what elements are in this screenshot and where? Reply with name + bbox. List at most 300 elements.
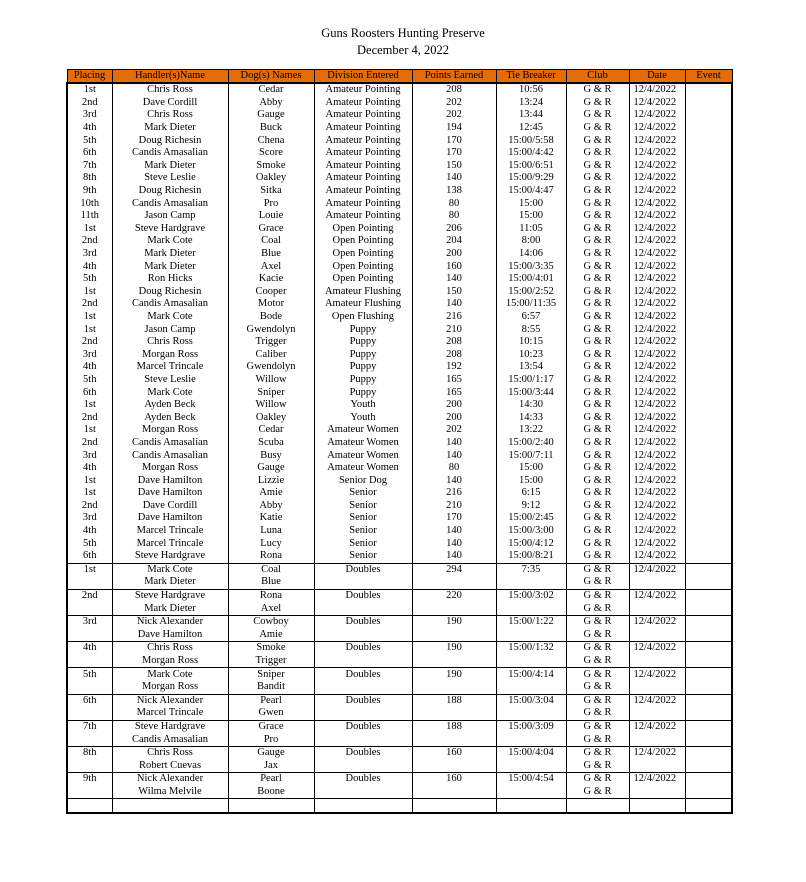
cell-tie-breaker: 13:24 [496, 97, 566, 110]
cell-division: Puppy [314, 348, 412, 361]
cell-event [685, 694, 732, 707]
cell-handler: Morgan Ross [112, 462, 228, 475]
column-header-division: Division Entered [314, 70, 412, 84]
cell-date [629, 576, 685, 589]
cell-placing: 1st [67, 487, 112, 500]
cell-dog: Axel [228, 602, 314, 615]
cell-points [412, 681, 496, 694]
cell-division: Doubles [314, 642, 412, 655]
cell-points [412, 602, 496, 615]
cell-handler: Candis Amasalian [112, 449, 228, 462]
cell-handler: Jason Camp [112, 323, 228, 336]
column-header-dog: Dog(s) Names [228, 70, 314, 84]
cell-placing [67, 681, 112, 694]
cell-placing: 2nd [67, 97, 112, 110]
cell-points: 294 [412, 563, 496, 576]
cell-event [685, 185, 732, 198]
cell-division: Doubles [314, 720, 412, 733]
table-row [67, 629, 732, 642]
cell-tie-breaker: 15:00/11:35 [496, 298, 566, 311]
cell-handler: Chris Ross [112, 642, 228, 655]
cell-club: G & R [566, 348, 629, 361]
cell-club: G & R [566, 273, 629, 286]
results-table [66, 69, 733, 814]
table-row [67, 210, 732, 223]
cell-placing: 4th [67, 260, 112, 273]
cell-date: 12/4/2022 [629, 694, 685, 707]
cell-placing: 4th [67, 525, 112, 538]
cell-dog: Pro [228, 733, 314, 746]
cell-event [685, 235, 732, 248]
cell-handler: Chris Ross [112, 109, 228, 122]
cell-tie-breaker: 10:15 [496, 336, 566, 349]
cell-dog: Pearl [228, 773, 314, 786]
cell-event [685, 197, 732, 210]
cell-event [685, 323, 732, 336]
cell-points: 220 [412, 589, 496, 602]
cell-tie-breaker: 15:00/2:52 [496, 286, 566, 299]
cell-tie-breaker: 8:00 [496, 235, 566, 248]
table-row [67, 615, 732, 628]
cell-points [412, 759, 496, 772]
cell-date [629, 799, 685, 813]
cell-division: Amateur Pointing [314, 97, 412, 110]
cell-club: G & R [566, 642, 629, 655]
table-row [67, 386, 732, 399]
cell-division [314, 799, 412, 813]
cell-points: 170 [412, 512, 496, 525]
cell-handler: Chris Ross [112, 83, 228, 97]
cell-club: G & R [566, 109, 629, 122]
cell-placing: 2nd [67, 235, 112, 248]
cell-dog: Oakley [228, 411, 314, 424]
table-row [67, 602, 732, 615]
cell-handler: Chris Ross [112, 336, 228, 349]
cell-club: G & R [566, 681, 629, 694]
cell-event [685, 223, 732, 236]
cell-date: 12/4/2022 [629, 97, 685, 110]
cell-points: 202 [412, 109, 496, 122]
cell-dog: Sniper [228, 668, 314, 681]
cell-handler: Candis Amasalian [112, 147, 228, 160]
cell-tie-breaker: 14:33 [496, 411, 566, 424]
cell-division: Amateur Women [314, 462, 412, 475]
cell-tie-breaker: 8:55 [496, 323, 566, 336]
cell-division: Amateur Pointing [314, 160, 412, 173]
cell-placing: 7th [67, 720, 112, 733]
cell-club: G & R [566, 550, 629, 563]
table-row [67, 576, 732, 589]
cell-placing: 3rd [67, 512, 112, 525]
cell-points: 202 [412, 97, 496, 110]
cell-placing: 8th [67, 172, 112, 185]
cell-dog: Trigger [228, 655, 314, 668]
cell-placing: 3rd [67, 449, 112, 462]
cell-date: 12/4/2022 [629, 550, 685, 563]
cell-handler: Ayden Beck [112, 411, 228, 424]
cell-date [629, 602, 685, 615]
cell-division: Amateur Pointing [314, 83, 412, 97]
cell-points: 170 [412, 134, 496, 147]
cell-division: Doubles [314, 563, 412, 576]
cell-club: G & R [566, 361, 629, 374]
cell-tie-breaker: 15:00/1:32 [496, 642, 566, 655]
cell-division: Amateur Women [314, 424, 412, 437]
cell-points: 150 [412, 286, 496, 299]
cell-event [685, 786, 732, 799]
cell-club: G & R [566, 386, 629, 399]
cell-handler: Doug Richesin [112, 286, 228, 299]
cell-points: 140 [412, 437, 496, 450]
cell-event [685, 589, 732, 602]
cell-dog: Bandit [228, 681, 314, 694]
table-row [67, 500, 732, 513]
cell-handler: Nick Alexander [112, 773, 228, 786]
table-row [67, 746, 732, 759]
cell-event [685, 707, 732, 720]
table-row [67, 248, 732, 261]
cell-points: 140 [412, 550, 496, 563]
cell-dog: Bode [228, 311, 314, 324]
document-date: December 4, 2022 [357, 43, 449, 57]
cell-handler: Chris Ross [112, 746, 228, 759]
table-row [67, 773, 732, 786]
cell-date: 12/4/2022 [629, 537, 685, 550]
cell-club: G & R [566, 197, 629, 210]
cell-tie-breaker: 15:00/3:09 [496, 720, 566, 733]
cell-club: G & R [566, 260, 629, 273]
table-row [67, 348, 732, 361]
cell-club: G & R [566, 773, 629, 786]
cell-club: G & R [566, 487, 629, 500]
cell-handler: Morgan Ross [112, 424, 228, 437]
cell-club: G & R [566, 399, 629, 412]
cell-points: 190 [412, 668, 496, 681]
cell-tie-breaker [496, 707, 566, 720]
cell-dog: Sniper [228, 386, 314, 399]
cell-handler: Mark Cote [112, 235, 228, 248]
cell-tie-breaker: 15:00/7:11 [496, 449, 566, 462]
cell-division: Doubles [314, 615, 412, 628]
cell-club: G & R [566, 83, 629, 97]
cell-division: Open Flushing [314, 311, 412, 324]
cell-tie-breaker: 15:00/4:42 [496, 147, 566, 160]
cell-date: 12/4/2022 [629, 642, 685, 655]
cell-placing: 2nd [67, 500, 112, 513]
cell-handler: Steve Hardgrave [112, 720, 228, 733]
column-header-points: Points Earned [412, 70, 496, 84]
cell-dog: Kacie [228, 273, 314, 286]
cell-tie-breaker [496, 629, 566, 642]
cell-tie-breaker: 15:00 [496, 210, 566, 223]
cell-dog: Smoke [228, 642, 314, 655]
cell-placing: 5th [67, 668, 112, 681]
table-row [67, 759, 732, 772]
cell-division [314, 733, 412, 746]
cell-event [685, 109, 732, 122]
cell-division: Amateur Pointing [314, 197, 412, 210]
cell-points: 80 [412, 197, 496, 210]
cell-division [314, 707, 412, 720]
table-row [67, 525, 732, 538]
cell-date: 12/4/2022 [629, 462, 685, 475]
cell-division: Amateur Pointing [314, 172, 412, 185]
cell-tie-breaker [496, 681, 566, 694]
cell-club: G & R [566, 629, 629, 642]
cell-placing: 1st [67, 83, 112, 97]
cell-date: 12/4/2022 [629, 260, 685, 273]
cell-club: G & R [566, 223, 629, 236]
table-row [67, 720, 732, 733]
cell-division: Senior [314, 550, 412, 563]
cell-points: 202 [412, 424, 496, 437]
cell-dog: Amie [228, 487, 314, 500]
cell-dog: Gwendolyn [228, 323, 314, 336]
cell-tie-breaker [496, 733, 566, 746]
column-header-handler: Handler(s)Name [112, 70, 228, 84]
cell-points [412, 799, 496, 813]
table-row [67, 474, 732, 487]
cell-handler: Mark Cote [112, 386, 228, 399]
cell-dog: Blue [228, 248, 314, 261]
cell-date: 12/4/2022 [629, 248, 685, 261]
cell-division: Open Pointing [314, 260, 412, 273]
cell-points: 200 [412, 399, 496, 412]
cell-date: 12/4/2022 [629, 474, 685, 487]
cell-placing: 4th [67, 122, 112, 135]
cell-date [629, 681, 685, 694]
cell-dog: Cooper [228, 286, 314, 299]
cell-dog: Trigger [228, 336, 314, 349]
cell-points: 140 [412, 298, 496, 311]
cell-tie-breaker [496, 786, 566, 799]
cell-points: 210 [412, 323, 496, 336]
cell-date [629, 759, 685, 772]
table-row [67, 462, 732, 475]
cell-handler: Steve Leslie [112, 172, 228, 185]
cell-division: Open Pointing [314, 248, 412, 261]
cell-handler: Morgan Ross [112, 681, 228, 694]
cell-placing [67, 655, 112, 668]
cell-placing: 5th [67, 374, 112, 387]
table-row [67, 235, 732, 248]
cell-date [629, 786, 685, 799]
cell-tie-breaker [496, 799, 566, 813]
table-row [67, 589, 732, 602]
table-row [67, 681, 732, 694]
cell-placing: 11th [67, 210, 112, 223]
cell-placing: 3rd [67, 348, 112, 361]
cell-date: 12/4/2022 [629, 83, 685, 97]
cell-division [314, 629, 412, 642]
cell-handler: Steve Hardgrave [112, 550, 228, 563]
cell-handler: Mark Cote [112, 311, 228, 324]
cell-handler: Jason Camp [112, 210, 228, 223]
cell-club: G & R [566, 786, 629, 799]
cell-handler: Ron Hicks [112, 273, 228, 286]
cell-handler: Dave Hamilton [112, 512, 228, 525]
cell-points [412, 576, 496, 589]
table-row [67, 563, 732, 576]
cell-placing: 5th [67, 273, 112, 286]
cell-points: 138 [412, 185, 496, 198]
cell-club: G & R [566, 323, 629, 336]
cell-tie-breaker: 15:00/4:04 [496, 746, 566, 759]
cell-dog: Louie [228, 210, 314, 223]
cell-tie-breaker: 15:00/1:17 [496, 374, 566, 387]
cell-club: G & R [566, 694, 629, 707]
cell-handler: Candis Amasalian [112, 437, 228, 450]
cell-points: 80 [412, 462, 496, 475]
cell-placing [67, 786, 112, 799]
cell-dog: Buck [228, 122, 314, 135]
cell-dog: Gauge [228, 462, 314, 475]
cell-dog [228, 799, 314, 813]
table-row [67, 512, 732, 525]
cell-tie-breaker: 15:00/3:44 [496, 386, 566, 399]
table-row [67, 134, 732, 147]
cell-handler: Mark Dieter [112, 576, 228, 589]
cell-date: 12/4/2022 [629, 746, 685, 759]
cell-division [314, 655, 412, 668]
cell-dog: Abby [228, 500, 314, 513]
cell-dog: Abby [228, 97, 314, 110]
cell-placing: 6th [67, 386, 112, 399]
cell-tie-breaker: 15:00/1:22 [496, 615, 566, 628]
cell-division: Puppy [314, 336, 412, 349]
cell-club: G & R [566, 525, 629, 538]
cell-date: 12/4/2022 [629, 589, 685, 602]
cell-date: 12/4/2022 [629, 386, 685, 399]
cell-date: 12/4/2022 [629, 563, 685, 576]
table-row [67, 323, 732, 336]
cell-club: G & R [566, 172, 629, 185]
cell-handler: Nick Alexander [112, 615, 228, 628]
cell-event [685, 273, 732, 286]
cell-placing: 5th [67, 537, 112, 550]
cell-date: 12/4/2022 [629, 210, 685, 223]
cell-tie-breaker: 15:00/4:01 [496, 273, 566, 286]
cell-division: Senior [314, 500, 412, 513]
cell-points: 188 [412, 720, 496, 733]
cell-placing: 7th [67, 160, 112, 173]
cell-dog: Lizzie [228, 474, 314, 487]
cell-placing: 2nd [67, 298, 112, 311]
cell-points: 165 [412, 386, 496, 399]
cell-event [685, 437, 732, 450]
cell-handler [112, 799, 228, 813]
cell-event [685, 348, 732, 361]
cell-date: 12/4/2022 [629, 615, 685, 628]
cell-club: G & R [566, 563, 629, 576]
table-row [67, 449, 732, 462]
cell-dog: Busy [228, 449, 314, 462]
table-row [67, 399, 732, 412]
cell-points: 140 [412, 537, 496, 550]
cell-placing [67, 759, 112, 772]
cell-handler: Dave Hamilton [112, 474, 228, 487]
cell-handler: Marcel Trincale [112, 361, 228, 374]
cell-club: G & R [566, 449, 629, 462]
cell-tie-breaker: 13:54 [496, 361, 566, 374]
cell-tie-breaker: 10:23 [496, 348, 566, 361]
cell-event [685, 615, 732, 628]
cell-club: G & R [566, 298, 629, 311]
cell-tie-breaker: 15:00 [496, 474, 566, 487]
cell-tie-breaker: 15:00/4:54 [496, 773, 566, 786]
cell-dog: Coal [228, 563, 314, 576]
column-header-date: Date [629, 70, 685, 84]
cell-division: Doubles [314, 773, 412, 786]
cell-points: 216 [412, 487, 496, 500]
cell-placing [67, 629, 112, 642]
table-row [67, 707, 732, 720]
table-row [67, 799, 732, 813]
table-row [67, 160, 732, 173]
cell-handler: Dave Hamilton [112, 487, 228, 500]
cell-points: 206 [412, 223, 496, 236]
cell-points [412, 786, 496, 799]
cell-placing: 1st [67, 563, 112, 576]
cell-points: 210 [412, 500, 496, 513]
cell-tie-breaker: 15:00/3:00 [496, 525, 566, 538]
cell-date: 12/4/2022 [629, 399, 685, 412]
cell-date: 12/4/2022 [629, 147, 685, 160]
cell-dog: Sitka [228, 185, 314, 198]
table-row [67, 361, 732, 374]
cell-handler: Doug Richesin [112, 185, 228, 198]
cell-date: 12/4/2022 [629, 109, 685, 122]
cell-points [412, 629, 496, 642]
cell-tie-breaker: 14:06 [496, 248, 566, 261]
cell-club: G & R [566, 424, 629, 437]
cell-dog: Coal [228, 235, 314, 248]
cell-division: Puppy [314, 323, 412, 336]
cell-division: Amateur Pointing [314, 185, 412, 198]
cell-club: G & R [566, 500, 629, 513]
cell-tie-breaker: 15:00/3:02 [496, 589, 566, 602]
table-row [67, 668, 732, 681]
cell-dog: Gwen [228, 707, 314, 720]
cell-dog: Scuba [228, 437, 314, 450]
cell-handler: Mark Cote [112, 668, 228, 681]
cell-points: 216 [412, 311, 496, 324]
cell-club: G & R [566, 589, 629, 602]
cell-date: 12/4/2022 [629, 235, 685, 248]
cell-division: Open Pointing [314, 235, 412, 248]
cell-dog: Grace [228, 720, 314, 733]
table-row [67, 642, 732, 655]
table-row [67, 273, 732, 286]
table-row [67, 694, 732, 707]
cell-event [685, 336, 732, 349]
cell-handler: Ayden Beck [112, 399, 228, 412]
table-row [67, 83, 732, 97]
table-row [67, 311, 732, 324]
table-row [67, 411, 732, 424]
cell-event [685, 668, 732, 681]
cell-points: 170 [412, 147, 496, 160]
cell-division: Amateur Women [314, 449, 412, 462]
cell-date: 12/4/2022 [629, 185, 685, 198]
cell-date: 12/4/2022 [629, 311, 685, 324]
cell-placing: 3rd [67, 248, 112, 261]
cell-division [314, 576, 412, 589]
cell-points: 140 [412, 172, 496, 185]
cell-event [685, 386, 732, 399]
cell-division: Amateur Flushing [314, 298, 412, 311]
cell-placing [67, 733, 112, 746]
